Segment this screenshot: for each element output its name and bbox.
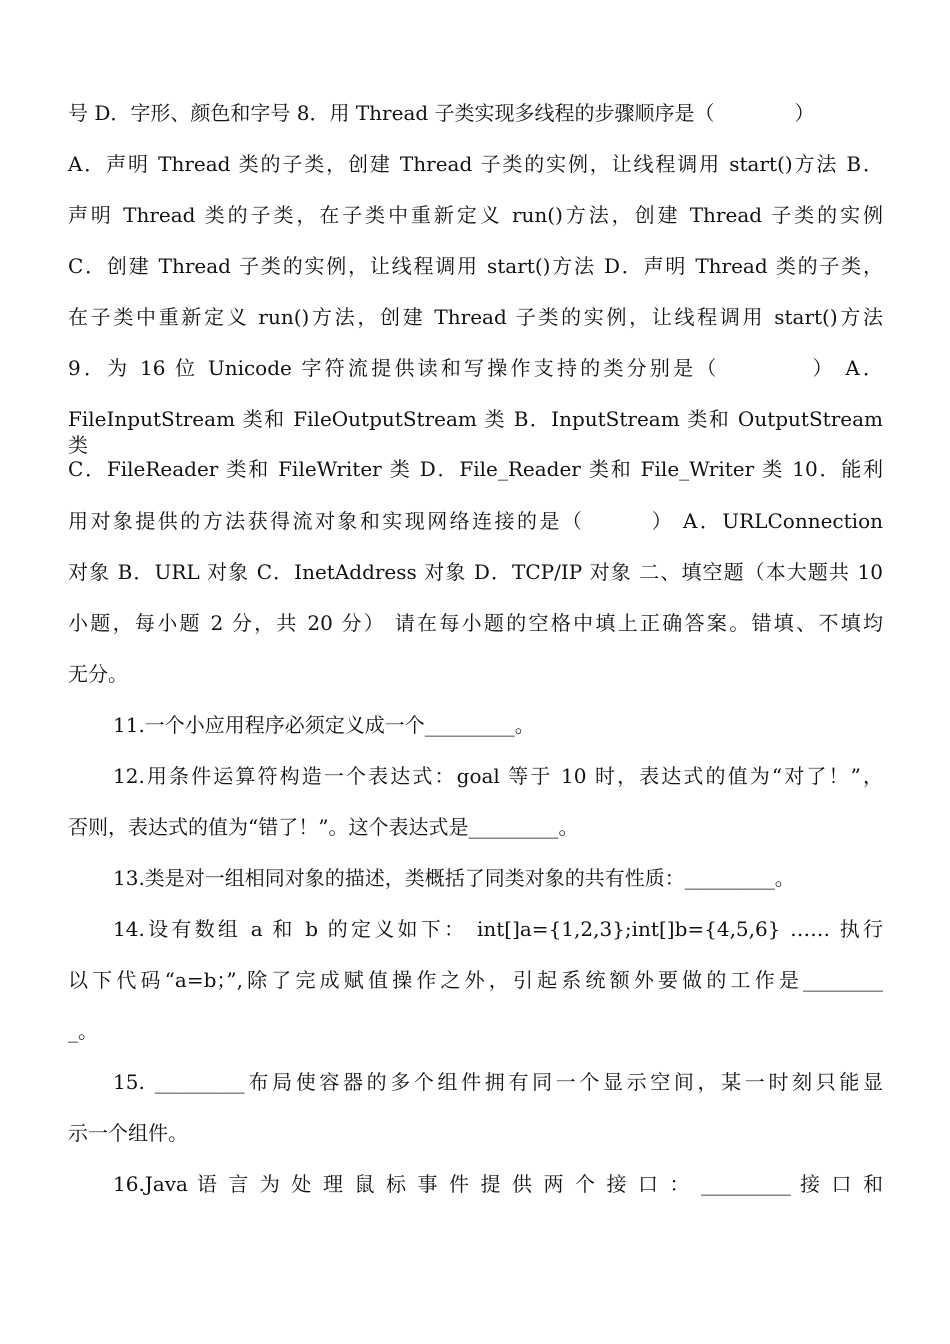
text-line: C．FileReader 类和 FileWriter 类 D．File_Reader 类和 File_Writer 类 10．能利	[68, 457, 883, 481]
question-13: 13.类是对一组相同对象的描述，类概括了同类对象的共有性质：_________。	[113, 866, 795, 890]
text-line: C．创建 Thread 子类的实例，让线程调用 start()方法 D．声明 Thread 类的子类，	[68, 254, 883, 278]
text-line: 小题，每小题 2 分，共 20 分） 请在每小题的空格中填上正确答案。错填、不填均	[68, 611, 883, 635]
text-line: A．声明 Thread 类的子类，创建 Thread 子类的实例，让线程调用 start()方法 B．	[68, 152, 883, 176]
text-line: 9．为 16 位 Unicode 字符流提供读和写操作支持的类分别是（ ） A．	[68, 356, 883, 380]
question-12: 12.用条件运算符构造一个表达式：goal 等于 10 时，表达式的值为“对了！”，	[113, 764, 883, 788]
text-line: 号 D．字形、颜色和字号 8．用 Thread 子类实现多线程的步骤顺序是（ ）	[68, 101, 815, 125]
text-line: 无分。	[68, 662, 128, 686]
text-line: 否则，表达式的值为“错了！”。这个表达式是_________。	[68, 815, 579, 839]
text-line: 在子类中重新定义 run()方法，创建 Thread 子类的实例，让线程调用 start()方法	[68, 305, 883, 329]
question-15: 15. _________布局使容器的多个组件拥有同一个显示空间，某一时刻只能显	[113, 1070, 883, 1094]
text-line: 示一个组件。	[68, 1121, 188, 1145]
text-line: 用对象提供的方法获得流对象和实现网络连接的是（ ） A．URLConnection	[68, 509, 883, 533]
question-16: 16.Java 语 言 为 处 理 鼠 标 事 件 提 供 两 个 接 口 ： _________ 接 口 和	[113, 1172, 883, 1196]
text-line: 对象 B．URL 对象 C．InetAddress 对象 D．TCP/IP 对象 二、填空题（本大题共 10	[68, 560, 883, 584]
question-11: 11.一个小应用程序必须定义成一个_________。	[113, 713, 535, 737]
question-14: 14.设有数组 a 和 b 的定义如下： int[]a={1,2,3};int[]b={4,5,6} …… 执行	[113, 917, 883, 941]
text-line: _。	[68, 1019, 98, 1043]
text-line: 声明 Thread 类的子类，在子类中重新定义 run()方法，创建 Thread 子类的实例	[68, 203, 883, 227]
text-line: 以下代码“a=b；”,除了完成赋值操作之外，引起系统额外要做的工作是________	[68, 968, 883, 992]
text-line: FileInputStream 类和 FileOutputStream 类 B．InputStream 类和 OutputStream 类	[68, 407, 883, 457]
